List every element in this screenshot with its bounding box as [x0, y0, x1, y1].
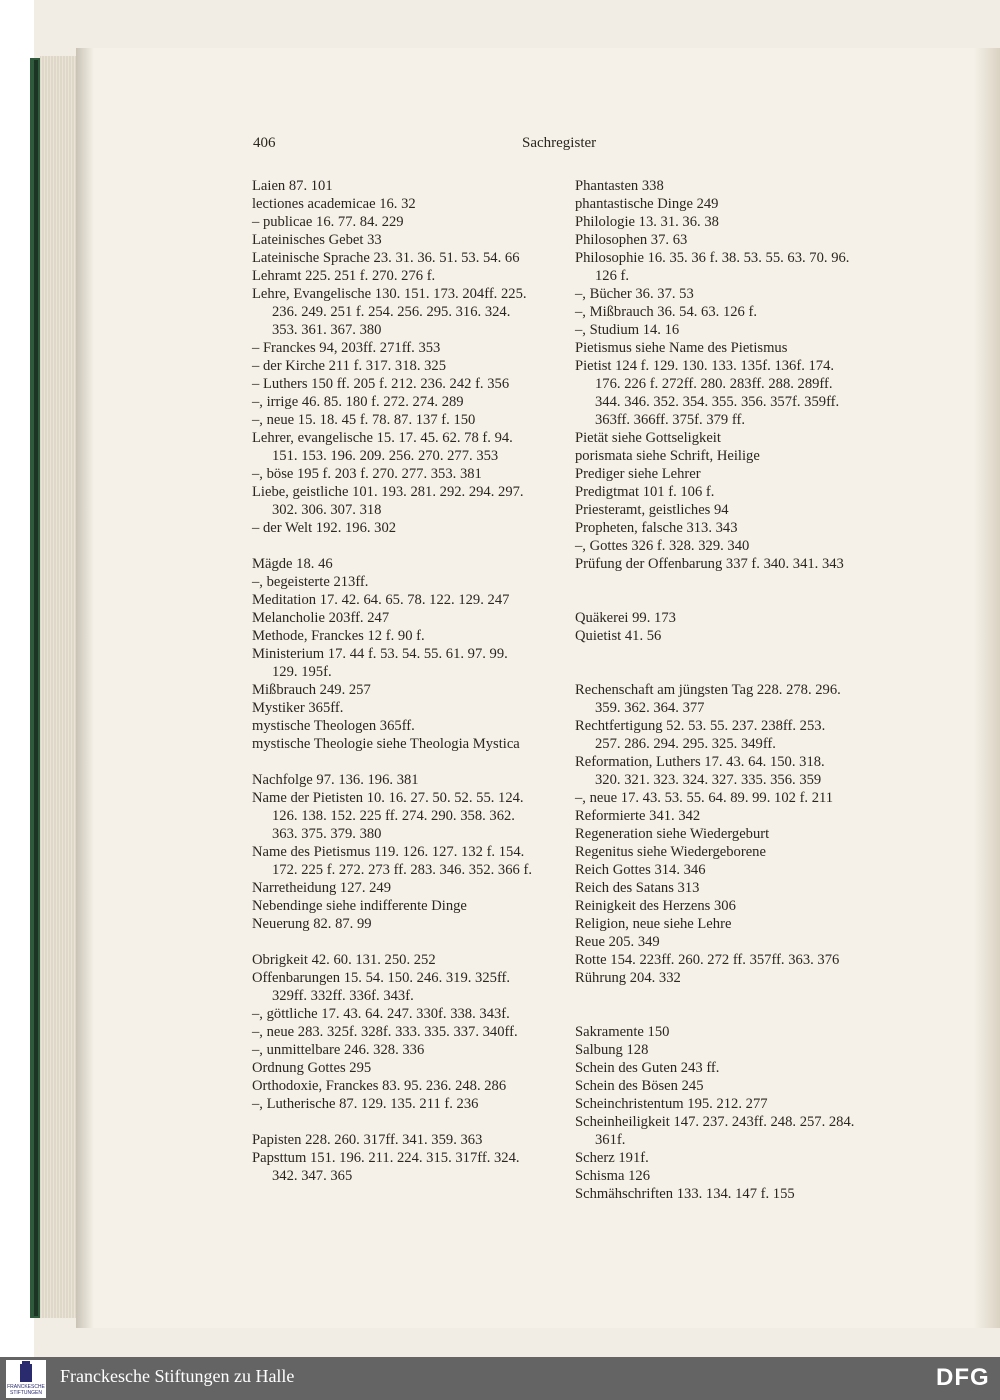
index-entry — [575, 339, 875, 357]
index-entry — [575, 213, 875, 231]
index-entry — [575, 357, 875, 429]
index-entry — [575, 537, 875, 555]
index-entry-line: Pietismus siehe Name des Pietismus — [575, 340, 788, 356]
index-entry-continuation: 257. 286. 294. 295. 325. 349ff. — [595, 736, 776, 752]
index-entry-line: Mystiker 365ff. — [252, 700, 344, 716]
index-entry-line: –, neue 15. 18. 45 f. 78. 87. 137 f. 150 — [252, 412, 476, 428]
section-gap — [575, 573, 875, 609]
index-entry-line: Orthodoxie, Franckes 83. 95. 236. 248. 286 — [252, 1078, 507, 1094]
index-entry-continuation: 359. 362. 364. 377 — [595, 700, 705, 716]
index-entry-line: Laien 87. 101 — [252, 178, 333, 194]
running-title: Sachregister — [522, 135, 597, 151]
index-entry — [575, 627, 875, 645]
dfg-logo[interactable]: DFG — [936, 1364, 990, 1391]
index-entry-line: Reformierte 341. 342 — [575, 808, 701, 824]
index-entry-line: Lehramt 225. 251 f. 270. 276 f. — [252, 268, 436, 284]
index-entry-line: – Franckes 94, 203ff. 271ff. 353 — [252, 340, 441, 356]
index-entry-line: –, böse 195 f. 203 f. 270. 277. 353. 381 — [252, 466, 482, 482]
index-entry — [575, 933, 875, 951]
index-entry-continuation: 344. 346. 352. 354. 355. 356. 357f. 359ff. — [595, 394, 840, 410]
index-entry — [575, 1095, 875, 1113]
index-entry — [575, 843, 875, 861]
index-entry — [252, 231, 557, 249]
index-entry — [252, 195, 557, 213]
index-entry-line: Schein des Guten 243 ff. — [575, 1060, 720, 1076]
index-entry — [252, 1131, 557, 1149]
index-entry — [575, 321, 875, 339]
index-entry — [575, 465, 875, 483]
index-entry — [252, 285, 557, 339]
franckesche-stiftungen-logo[interactable] — [6, 1360, 46, 1398]
index-entry — [252, 609, 557, 627]
index-entry-line: Offenbarungen 15. 54. 150. 246. 319. 325ff. — [252, 970, 511, 986]
index-entry-line: Rechtfertigung 52. 53. 55. 237. 238ff. 253. — [575, 718, 826, 734]
index-entry-line: – der Welt 192. 196. 302 — [252, 520, 397, 536]
index-entry-line: Reinigkeit des Herzens 306 — [575, 898, 736, 914]
index-entry — [575, 177, 875, 195]
index-entry — [252, 393, 557, 411]
index-entry — [252, 519, 557, 537]
viewer-footer — [0, 1357, 1000, 1400]
index-entry-continuation: 126 f. — [595, 268, 630, 284]
index-entry — [252, 843, 557, 879]
index-entry-line: Predigtmat 101 f. 106 f. — [575, 484, 715, 500]
index-entry-line: Lehre, Evangelische 130. 151. 173. 204ff. 225. — [252, 286, 527, 302]
index-entry-line: Lehrer, evangelische 15. 17. 45. 62. 78 f. 94. — [252, 430, 513, 446]
section-gap — [252, 537, 557, 555]
index-entry-line: –, Lutherische 87. 129. 135. 211 f. 236 — [252, 1096, 479, 1112]
index-entry-line: Reformation, Luthers 17. 43. 64. 150. 318. — [575, 754, 825, 770]
index-entry-line: –, göttliche 17. 43. 64. 247. 330f. 338. 343f. — [252, 1006, 510, 1022]
index-entry — [575, 1149, 875, 1167]
index-entry — [252, 429, 557, 465]
index-entry — [252, 1059, 557, 1077]
index-entry-line: –, Studium 14. 16 — [575, 322, 680, 338]
index-entry-line: Lateinisches Gebet 33 — [252, 232, 382, 248]
index-entry-line: – Luthers 150 ff. 205 f. 212. 236. 242 f. 356 — [252, 376, 510, 392]
index-entry-line: –, neue 283. 325f. 328f. 333. 335. 337. 340ff. — [252, 1024, 518, 1040]
logo-text-line-2: STIFTUNGEN — [10, 1390, 42, 1396]
index-entry-line: – publicae 16. 77. 84. 229 — [252, 214, 404, 230]
index-entry — [252, 879, 557, 897]
index-entry-continuation: 172. 225 f. 272. 273 ff. 283. 346. 352. 366 f. — [272, 862, 532, 878]
index-entry — [252, 771, 557, 789]
index-entry — [575, 1167, 875, 1185]
index-entry-line: Reich des Satans 313 — [575, 880, 700, 896]
index-entry — [252, 699, 557, 717]
index-entry-line: Nebendinge siehe indifferente Dinge — [252, 898, 467, 914]
index-entry — [252, 681, 557, 699]
index-entry-line: Rotte 154. 223ff. 260. 272 ff. 357ff. 363. 376 — [575, 952, 840, 968]
index-column-left — [252, 177, 557, 1185]
index-entry-line: Schisma 126 — [575, 1168, 650, 1184]
index-entry-line: Name des Pietismus 119. 126. 127. 132 f. 154. — [252, 844, 525, 860]
index-entry — [252, 555, 557, 573]
index-entry-line: Ordnung Gottes 295 — [252, 1060, 372, 1076]
index-entry-line: porismata siehe Schrift, Heilige — [575, 448, 760, 464]
index-entry — [252, 573, 557, 591]
index-entry-continuation: 353. 361. 367. 380 — [272, 322, 382, 338]
index-entry-line: Phantasten 338 — [575, 178, 664, 194]
index-entry — [575, 1077, 875, 1095]
tower-icon — [20, 1364, 32, 1382]
index-entry-line: Ministerium 17. 44 f. 53. 54. 55. 61. 97. 99. — [252, 646, 508, 662]
index-entry-line: Regenitus siehe Wiedergeborene — [575, 844, 766, 860]
gutter-shadow — [76, 48, 94, 1328]
index-entry — [252, 789, 557, 843]
page-edge-fade — [974, 48, 1000, 1328]
index-entry-line: Nachfolge 97. 136. 196. 381 — [252, 772, 419, 788]
index-entry-line: Papisten 228. 260. 317ff. 341. 359. 363 — [252, 1132, 483, 1148]
index-entry-continuation: 151. 153. 196. 209. 256. 270. 277. 353 — [272, 448, 499, 464]
index-entry-line: Mißbrauch 249. 257 — [252, 682, 371, 698]
index-entry-line: Salbung 128 — [575, 1042, 649, 1058]
index-entry-line: – der Kirche 211 f. 317. 318. 325 — [252, 358, 447, 374]
index-entry-continuation: 236. 249. 251 f. 254. 256. 295. 316. 324. — [272, 304, 511, 320]
index-entry — [252, 1077, 557, 1095]
index-entry-continuation: 176. 226 f. 272ff. 280. 283ff. 288. 289ff. — [595, 376, 833, 392]
index-entry — [252, 951, 557, 969]
index-entry-line: Scheinheiligkeit 147. 237. 243ff. 248. 257. 284. — [575, 1114, 855, 1130]
index-entry — [575, 429, 875, 447]
index-entry — [575, 1059, 875, 1077]
index-entry — [575, 681, 875, 717]
index-entry-continuation: 126. 138. 152. 225 ff. 274. 290. 358. 362. — [272, 808, 515, 824]
index-entry-line: Rührung 204. 332 — [575, 970, 681, 986]
index-entry-line: –, irrige 46. 85. 180 f. 272. 274. 289 — [252, 394, 464, 410]
index-entry-line: –, unmittelbare 246. 328. 336 — [252, 1042, 425, 1058]
index-entry-line: Papsttum 151. 196. 211. 224. 315. 317ff. 324. — [252, 1150, 520, 1166]
index-entry-continuation: 363ff. 366ff. 375f. 379 ff. — [595, 412, 745, 428]
index-entry-continuation: 363. 375. 379. 380 — [272, 826, 382, 842]
index-entry-line: Meditation 17. 42. 64. 65. 78. 122. 129. 247 — [252, 592, 510, 608]
index-entry-continuation: 320. 321. 323. 324. 327. 335. 356. 359 — [595, 772, 822, 788]
index-entry-line: Philologie 13. 31. 36. 38 — [575, 214, 719, 230]
index-entry-line: Obrigkeit 42. 60. 131. 250. 252 — [252, 952, 436, 968]
index-entry-line: –, Bücher 36. 37. 53 — [575, 286, 694, 302]
index-entry-line: Pietät siehe Gottseligkeit — [575, 430, 721, 446]
index-entry — [252, 249, 557, 267]
index-entry-continuation: 302. 306. 307. 318 — [272, 502, 382, 518]
index-entry — [252, 915, 557, 933]
index-entry — [252, 411, 557, 429]
index-entry — [575, 789, 875, 807]
index-entry — [252, 1023, 557, 1041]
section-gap — [575, 645, 875, 681]
index-entry — [252, 375, 557, 393]
index-entry — [575, 231, 875, 249]
index-entry — [575, 249, 875, 285]
index-entry-continuation: 342. 347. 365 — [272, 1168, 353, 1184]
index-entry-line: Prediger siehe Lehrer — [575, 466, 701, 482]
index-entry-line: –, begeisterte 213ff. — [252, 574, 369, 590]
index-entry-line: Quäkerei 99. 173 — [575, 610, 676, 626]
index-entry-line: mystische Theologen 365ff. — [252, 718, 415, 734]
index-entry-line: Schein des Bösen 245 — [575, 1078, 704, 1094]
index-entry-line: Religion, neue siehe Lehre — [575, 916, 732, 932]
index-entry-line: Pietist 124 f. 129. 130. 133. 135f. 136f. 174. — [575, 358, 835, 374]
index-entry-line: mystische Theologie siehe Theologia Mystica — [252, 736, 520, 752]
index-entry-line: Philosophen 37. 63 — [575, 232, 688, 248]
index-entry-line: Name der Pietisten 10. 16. 27. 50. 52. 55. 124. — [252, 790, 524, 806]
index-entry-line: Scheinchristentum 195. 212. 277 — [575, 1096, 768, 1112]
section-gap — [575, 987, 875, 1023]
index-entry-line: phantastische Dinge 249 — [575, 196, 719, 212]
index-entry — [575, 717, 875, 753]
index-entry-line: Philosophie 16. 35. 36 f. 38. 53. 55. 63. 70. 96. — [575, 250, 850, 266]
section-gap — [252, 933, 557, 951]
index-entry — [252, 465, 557, 483]
index-entry — [252, 1041, 557, 1059]
index-entry — [575, 609, 875, 627]
index-entry — [252, 717, 557, 735]
index-entry — [575, 501, 875, 519]
index-column-right — [575, 177, 875, 1203]
index-entry-continuation: 329ff. 332ff. 336f. 343f. — [272, 988, 414, 1004]
index-entry — [575, 195, 875, 213]
index-entry-line: Melancholie 203ff. 247 — [252, 610, 390, 626]
index-entry-line: –, Gottes 326 f. 328. 329. 340 — [575, 538, 750, 554]
index-entry — [252, 1095, 557, 1113]
index-entry — [252, 591, 557, 609]
index-entry — [252, 339, 557, 357]
index-entry — [575, 807, 875, 825]
index-entry — [575, 483, 875, 501]
page-number: 406 — [253, 135, 276, 151]
page-header — [0, 135, 1000, 159]
index-entry-line: –, neue 17. 43. 53. 55. 64. 89. 99. 102 f. 211 — [575, 790, 834, 806]
index-entry-line: Quietist 41. 56 — [575, 628, 662, 644]
index-entry — [575, 519, 875, 537]
index-entry-line: Prüfung der Offenbarung 337 f. 340. 341. 343 — [575, 556, 844, 572]
index-entry — [575, 285, 875, 303]
index-entry — [575, 969, 875, 987]
index-entry-line: Sakramente 150 — [575, 1024, 670, 1040]
index-entry — [252, 177, 557, 195]
index-entry — [575, 1023, 875, 1041]
index-entry — [575, 879, 875, 897]
scan-border — [0, 0, 34, 1357]
index-entry — [575, 555, 875, 573]
index-entry-line: Schmähschriften 133. 134. 147 f. 155 — [575, 1186, 795, 1202]
index-entry-line: Neuerung 82. 87. 99 — [252, 916, 372, 932]
index-entry — [575, 825, 875, 843]
index-entry — [252, 1005, 557, 1023]
index-entry-line: Narretheidung 127. 249 — [252, 880, 392, 896]
section-gap — [252, 1113, 557, 1131]
index-entry-line: Propheten, falsche 313. 343 — [575, 520, 738, 536]
index-entry-line: Regeneration siehe Wiedergeburt — [575, 826, 770, 842]
index-entry — [252, 897, 557, 915]
index-entry-line: Rechenschaft am jüngsten Tag 228. 278. 296. — [575, 682, 841, 698]
index-entry — [575, 951, 875, 969]
page-stack — [40, 56, 76, 1318]
institution-name: Franckesche Stiftungen zu Halle — [60, 1366, 295, 1386]
index-entry — [252, 735, 557, 753]
section-gap — [252, 753, 557, 771]
index-entry-line: Mägde 18. 46 — [252, 556, 333, 572]
index-entry — [575, 897, 875, 915]
index-entry — [575, 1113, 875, 1149]
index-entry — [252, 969, 557, 1005]
index-entry-continuation: 361f. — [595, 1132, 626, 1148]
index-entry — [252, 483, 557, 519]
index-entry — [575, 753, 875, 789]
index-entry-line: Reich Gottes 314. 346 — [575, 862, 706, 878]
index-entry — [575, 1185, 875, 1203]
index-entry-line: –, Mißbrauch 36. 54. 63. 126 f. — [575, 304, 757, 320]
logo-text-line-1: FRANCKESCHE — [7, 1384, 45, 1390]
index-entry-line: lectiones academicae 16. 32 — [252, 196, 416, 212]
index-entry-continuation: 129. 195f. — [272, 664, 332, 680]
index-entry-line: Priesteramt, geistliches 94 — [575, 502, 729, 518]
index-entry-line: Scherz 191f. — [575, 1150, 649, 1166]
index-entry — [575, 915, 875, 933]
index-entry — [252, 213, 557, 231]
index-entry-line: Liebe, geistliche 101. 193. 281. 292. 294. 297. — [252, 484, 524, 500]
index-entry — [252, 645, 557, 681]
index-entry — [252, 1149, 557, 1185]
index-entry — [252, 627, 557, 645]
index-entry-line: Lateinische Sprache 23. 31. 36. 51. 53. 54. 66 — [252, 250, 520, 266]
book-cover-shadow — [34, 60, 38, 1316]
index-entry — [252, 267, 557, 285]
index-entry-line: Methode, Franckes 12 f. 90 f. — [252, 628, 425, 644]
index-entry — [252, 357, 557, 375]
index-entry — [575, 447, 875, 465]
index-entry — [575, 861, 875, 879]
index-entry — [575, 1041, 875, 1059]
index-entry-line: Reue 205. 349 — [575, 934, 660, 950]
index-entry — [575, 303, 875, 321]
logo-text — [6, 1384, 46, 1396]
